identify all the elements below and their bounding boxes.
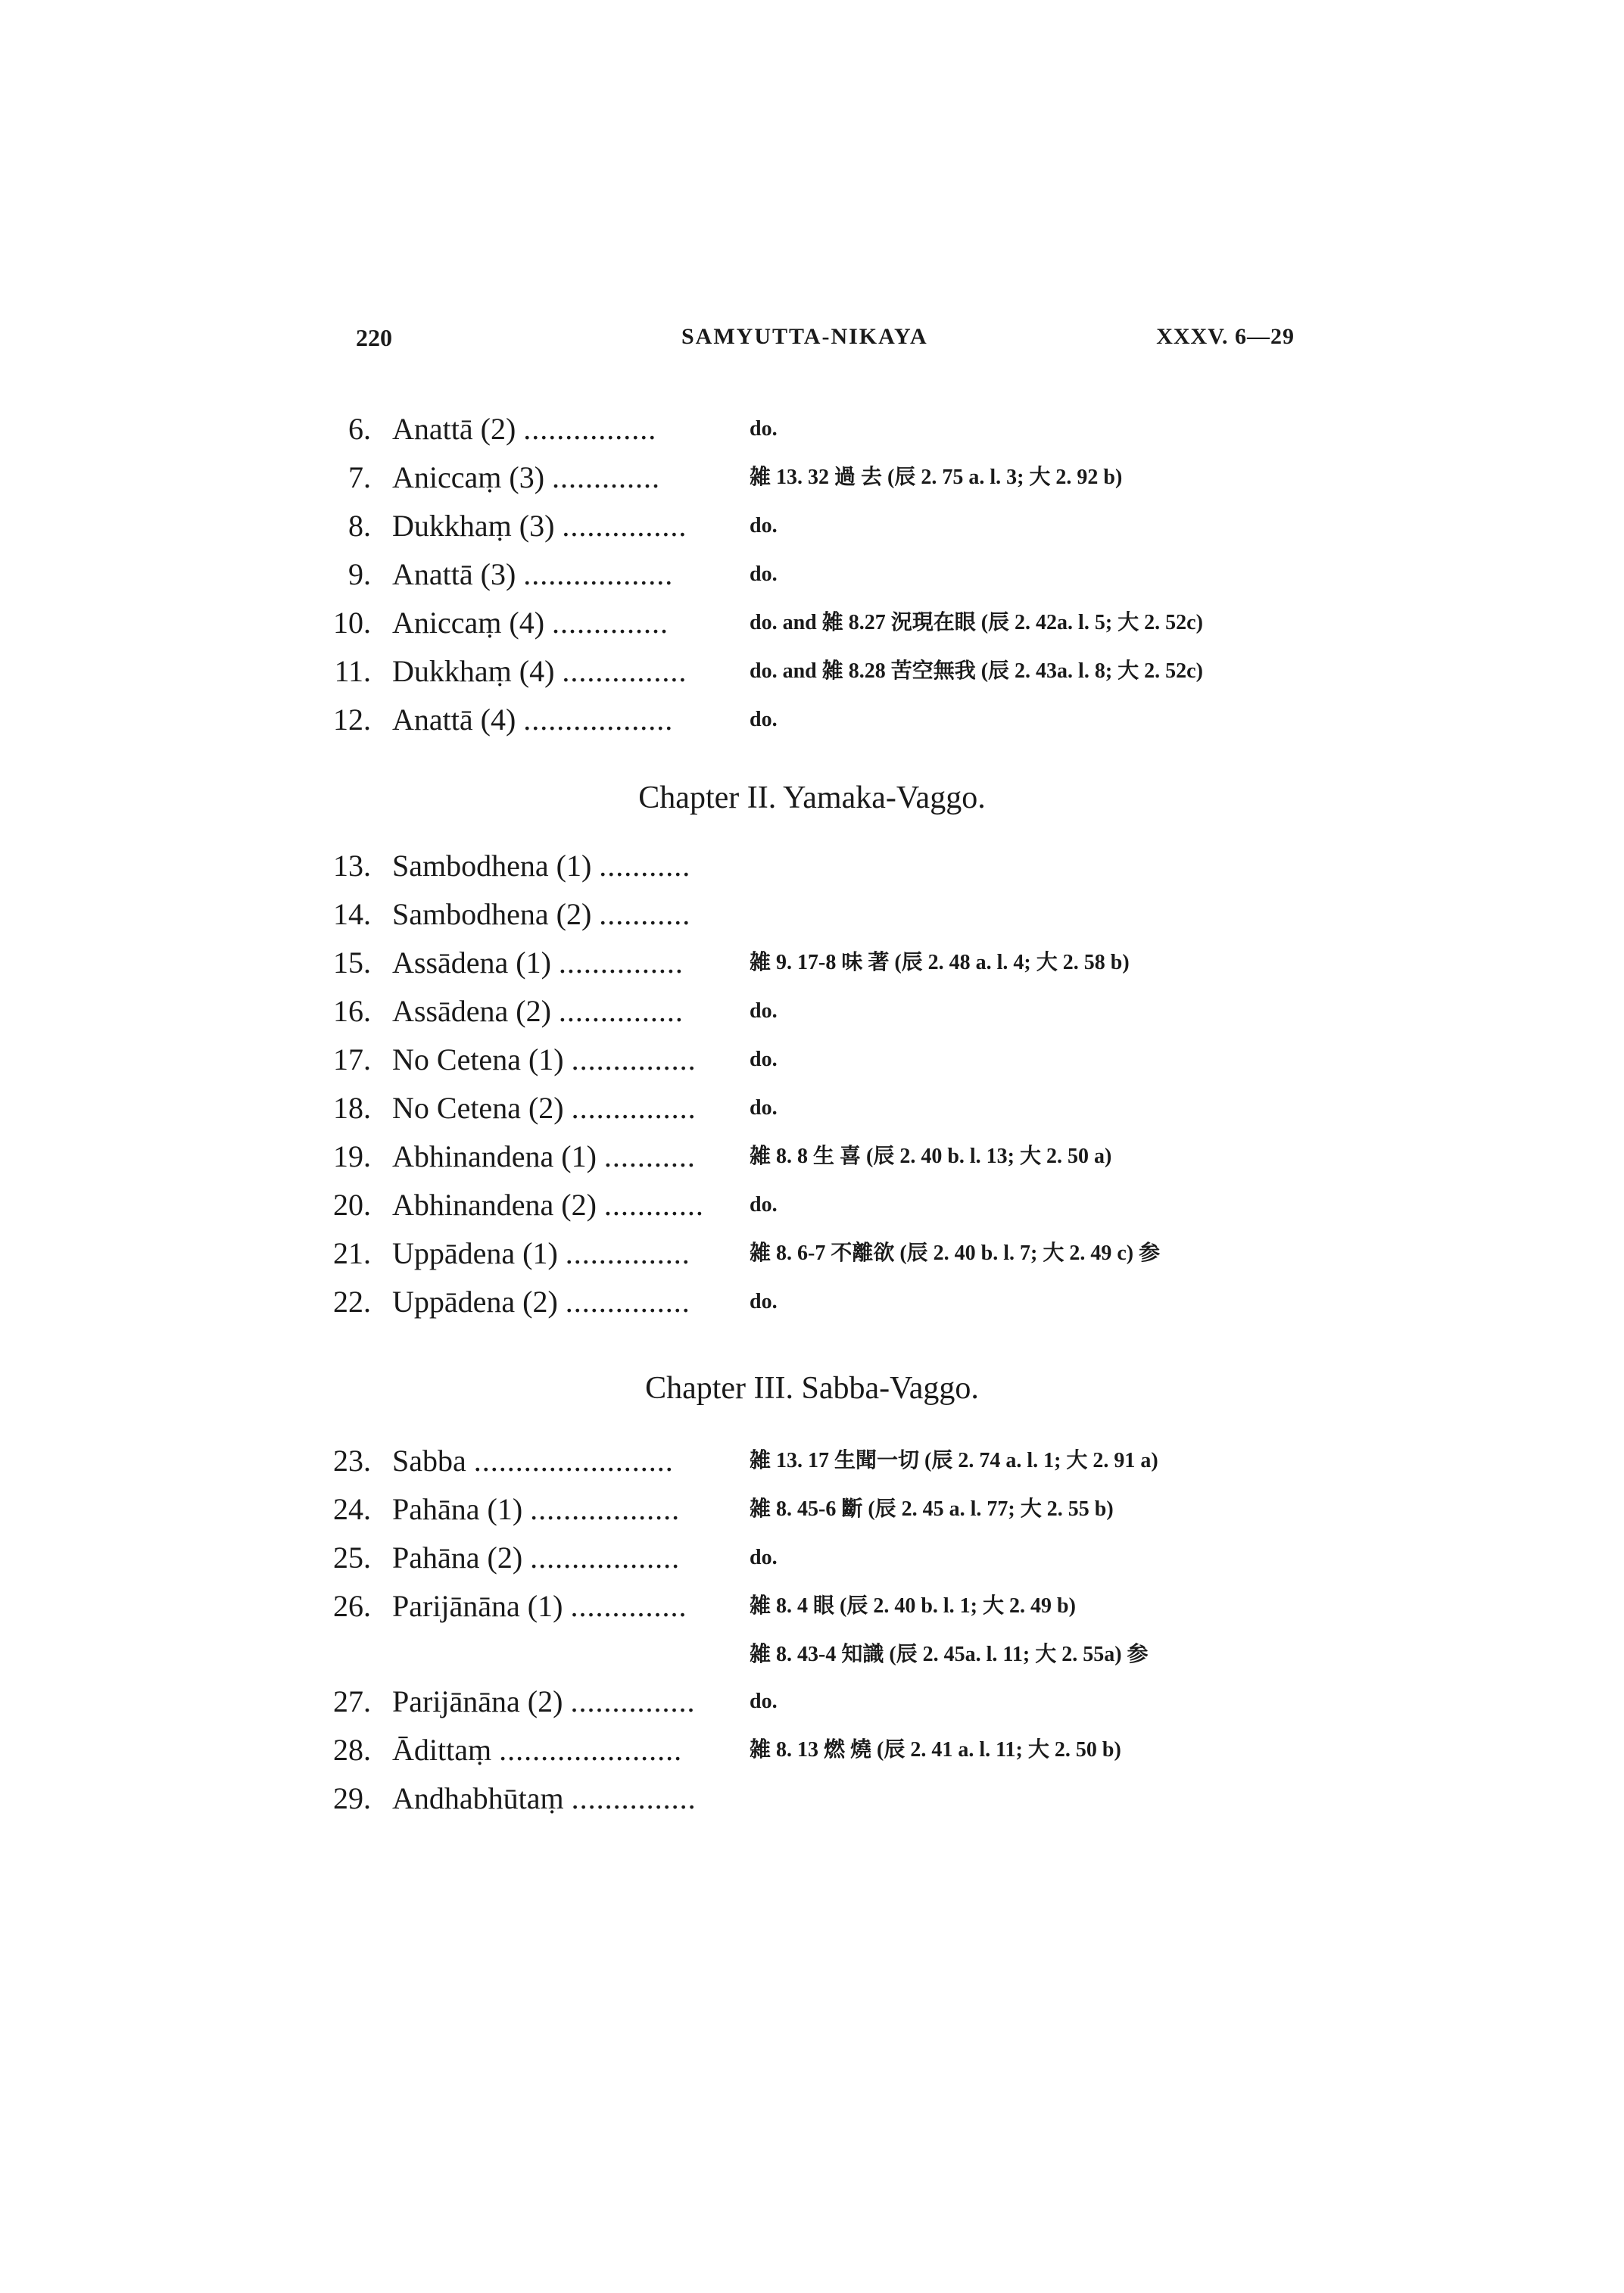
entry-reference: do. <box>750 1546 778 1569</box>
list-item <box>310 1181 1310 1229</box>
list-item <box>310 453 1310 502</box>
entry-title-text: Anattā (3) <box>392 557 516 591</box>
entry-title-text: Sambodhena (1) <box>392 849 592 883</box>
chapter-heading: Chapter III. Sabba-Vaggo. <box>645 1371 979 1406</box>
entry-reference: 雑 8. 4 眼 (辰 2. 40 b. l. 1; 大 2. 49 b) <box>750 1594 1076 1618</box>
entry-number: 25. <box>333 1541 371 1575</box>
list-item <box>310 1036 1310 1084</box>
entry-title-text: Pahāna (1) <box>392 1492 523 1526</box>
dot-leader: ............... <box>565 1285 690 1319</box>
entry-reference: do. and 雑 8.27 況現在眼 (辰 2. 42a. l. 5; 大 2. 52c) <box>750 611 1203 634</box>
list-item <box>310 1084 1310 1132</box>
entry-title-text: Parijānāna (1) <box>392 1589 563 1623</box>
dot-leader: ............... <box>558 994 684 1028</box>
entry-number: 26. <box>333 1589 371 1623</box>
dot-leader: ............... <box>562 509 687 543</box>
entry-number: 14. <box>333 897 371 931</box>
list-item <box>310 1774 1310 1823</box>
entry-title-text: Assādena (1) <box>392 946 551 980</box>
list-item <box>310 502 1310 550</box>
list-item <box>310 1485 1310 1534</box>
dot-leader: .................. <box>523 557 674 591</box>
dot-leader: ............... <box>562 654 687 688</box>
list-item <box>310 599 1310 647</box>
list-item <box>310 405 1310 453</box>
entry-title <box>392 647 687 696</box>
entry-title <box>392 453 660 502</box>
running-title: SAMYUTTA-NIKAYA <box>681 324 928 349</box>
entry-title <box>392 502 687 550</box>
entry-reference-secondary: 雑 8. 43-4 知識 (辰 2. 45a. l. 11; 大 2. 55a) 参 <box>750 1643 1149 1666</box>
list-item <box>310 987 1310 1036</box>
entry-title <box>392 696 673 744</box>
list-item <box>310 1132 1310 1181</box>
entry-title-text: Parijānāna (2) <box>392 1684 563 1718</box>
list-item <box>310 890 1310 939</box>
entry-title-text: Abhinandena (2) <box>392 1188 597 1222</box>
page-header <box>356 324 1295 369</box>
entry-reference: do. <box>750 1193 778 1217</box>
entry-title <box>392 1534 680 1582</box>
entry-title-text: Assādena (2) <box>392 994 551 1028</box>
entry-title-text: Uppādena (1) <box>392 1236 558 1270</box>
list-item <box>310 1437 1310 1485</box>
entry-number: 24. <box>333 1492 371 1526</box>
entry-number: 27. <box>333 1684 371 1718</box>
list-item <box>310 1278 1310 1326</box>
entry-title-text: Sabba <box>392 1444 466 1478</box>
entry-title-text: Aniccaṃ (4) <box>392 606 545 640</box>
dot-leader: ............... <box>558 946 684 980</box>
dot-leader: ........... <box>599 849 691 883</box>
entry-title-text: Anattā (2) <box>392 412 516 446</box>
entry-reference: 雑 8. 6-7 不離欲 (辰 2. 40 b. l. 7; 大 2. 49 c) 参 <box>750 1242 1161 1265</box>
entry-title-text: Uppādena (2) <box>392 1285 558 1319</box>
dot-leader: .................. <box>523 703 674 737</box>
entry-title <box>392 987 684 1036</box>
dot-leader: ............... <box>571 1781 697 1815</box>
entry-reference: do. <box>750 562 778 586</box>
page-number: 220 <box>356 324 392 351</box>
entry-title <box>392 1437 674 1485</box>
entry-title <box>392 1485 680 1534</box>
entry-number: 29. <box>333 1781 371 1815</box>
entry-number: 23. <box>333 1444 371 1478</box>
entry-title-text: Anattā (4) <box>392 703 516 737</box>
entry-reference: do. <box>750 1048 778 1071</box>
chapter-heading: Chapter II. Yamaka-Vaggo. <box>638 780 986 815</box>
list-item <box>310 696 1310 744</box>
entry-reference: 雑 8. 13 燃 燒 (辰 2. 41 a. l. 11; 大 2. 50 b) <box>750 1738 1121 1762</box>
entry-number: 22. <box>333 1285 371 1319</box>
entry-title <box>392 939 684 987</box>
dot-leader: ............. <box>552 460 661 494</box>
entry-number: 20. <box>333 1188 371 1222</box>
entry-number: 12. <box>333 703 371 737</box>
dot-leader: .................. <box>530 1492 681 1526</box>
entry-title-text: Dukkhaṃ (3) <box>392 509 555 543</box>
entry-title <box>392 1036 697 1084</box>
entry-number: 13. <box>333 849 371 883</box>
entry-title-text: Sambodhena (2) <box>392 897 592 931</box>
entry-title <box>392 1278 690 1326</box>
entry-title <box>392 1084 697 1132</box>
entry-title-text: No Cetena (2) <box>392 1091 564 1125</box>
dot-leader: ............... <box>565 1236 690 1270</box>
dot-leader: ............... <box>571 1091 697 1125</box>
list-item <box>310 1582 1310 1631</box>
entry-reference: do. <box>750 1096 778 1120</box>
entry-title-text: Pahāna (2) <box>392 1541 523 1575</box>
entry-title <box>392 1774 697 1823</box>
entry-list-chapter-2 <box>310 842 1310 1326</box>
entry-reference: do. <box>750 1690 778 1713</box>
entry-reference: 雑 9. 17-8 味 著 (辰 2. 48 a. l. 4; 大 2. 58 b) <box>750 951 1130 974</box>
entry-number: 19. <box>333 1139 371 1173</box>
entry-reference: 雑 8. 45-6 斷 (辰 2. 45 a. l. 77; 大 2. 55 b) <box>750 1497 1114 1521</box>
entry-title-text: Andhabhūtaṃ <box>392 1781 564 1815</box>
list-item <box>310 1534 1310 1582</box>
dot-leader: ...................... <box>499 1733 683 1767</box>
entry-title <box>392 1582 687 1631</box>
entry-reference: do. and 雑 8.28 苦空無我 (辰 2. 43a. l. 8; 大 2. 52c) <box>750 659 1203 683</box>
list-item <box>310 842 1310 890</box>
entry-title-text: Aniccaṃ (3) <box>392 460 545 494</box>
dot-leader: ............... <box>571 1042 697 1076</box>
entry-title-text: No Cetena (1) <box>392 1042 564 1076</box>
dot-leader: ........... <box>599 897 691 931</box>
dot-leader: ............... <box>570 1684 696 1718</box>
entry-title <box>392 890 690 939</box>
entry-title <box>392 550 673 599</box>
dot-leader: ........... <box>603 1139 696 1173</box>
entry-number: 10. <box>333 606 371 640</box>
entry-reference: do. <box>750 999 778 1023</box>
entry-title <box>392 842 690 890</box>
list-item <box>310 939 1310 987</box>
list-item <box>310 1678 1310 1726</box>
entry-number: 11. <box>334 654 371 688</box>
entry-number: 17. <box>333 1042 371 1076</box>
entry-title <box>392 1229 690 1278</box>
section-reference: XXXV. 6—29 <box>1156 324 1295 349</box>
entry-title <box>392 405 656 453</box>
entry-reference: do. <box>750 514 778 537</box>
dot-leader: ................ <box>523 412 657 446</box>
entry-number: 8. <box>348 509 371 543</box>
entry-title <box>392 599 669 647</box>
list-item <box>310 1229 1310 1278</box>
entry-number: 15. <box>333 946 371 980</box>
entry-title-text: Ādittaṃ <box>392 1733 492 1767</box>
dot-leader: ........................ <box>473 1444 674 1478</box>
entry-number: 28. <box>333 1733 371 1767</box>
entry-title <box>392 1726 682 1774</box>
dot-leader: .............. <box>570 1589 687 1623</box>
entry-title <box>392 1132 696 1181</box>
entry-title-text: Dukkhaṃ (4) <box>392 654 555 688</box>
entry-title <box>392 1678 695 1726</box>
entry-list-chapter-3 <box>310 1437 1310 1823</box>
entry-number: 7. <box>348 460 371 494</box>
entry-reference: 雑 13. 32 過 去 (辰 2. 75 a. l. 3; 大 2. 92 b) <box>750 466 1123 489</box>
entry-number: 6. <box>348 412 371 446</box>
entry-reference: 雑 13. 17 生聞一切 (辰 2. 74 a. l. 1; 大 2. 91 a) <box>750 1449 1158 1472</box>
entry-number: 18. <box>333 1091 371 1125</box>
list-item-continuation <box>310 1631 1310 1678</box>
entry-title <box>392 1181 704 1229</box>
entry-reference: do. <box>750 708 778 731</box>
entry-title-text: Abhinandena (1) <box>392 1139 597 1173</box>
entry-list-chapter-1 <box>310 405 1310 744</box>
entry-reference: do. <box>750 1290 778 1313</box>
dot-leader: .............. <box>552 606 669 640</box>
entry-reference: 雑 8. 8 生 喜 (辰 2. 40 b. l. 13; 大 2. 50 a) <box>750 1145 1112 1168</box>
list-item <box>310 647 1310 696</box>
entry-number: 9. <box>348 557 371 591</box>
list-item <box>310 1726 1310 1774</box>
dot-leader: .................. <box>530 1541 681 1575</box>
dot-leader: ............ <box>603 1188 704 1222</box>
entry-reference: do. <box>750 417 778 441</box>
entry-number: 16. <box>333 994 371 1028</box>
list-item <box>310 550 1310 599</box>
entry-number: 21. <box>333 1236 371 1270</box>
